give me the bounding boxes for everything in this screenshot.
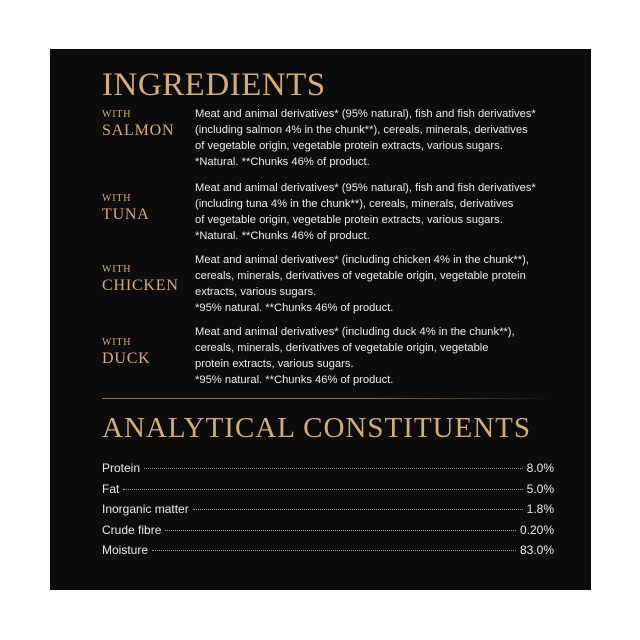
nutrition-panel: [50, 49, 591, 590]
constituent-value: 83.0%: [519, 543, 554, 557]
constituent-row-fat: [102, 482, 554, 499]
variant-with-label: WITH: [102, 109, 132, 120]
section-divider: [102, 398, 552, 399]
description-line: *Natural. **Chunks 46% of product.: [195, 230, 370, 242]
description-line: of vegetable origin, vegetable protein extracts, various sugars.: [195, 214, 503, 226]
description-line: protein extracts, various sugars.: [195, 358, 354, 370]
variant-tuna-label: [102, 193, 150, 225]
constituent-value: 0.20%: [519, 523, 554, 537]
description-line: cereals, minerals, derivatives of vegetable origin, vegetable: [195, 342, 489, 354]
description-line: *95% natural. **Chunks 46% of product.: [195, 374, 394, 386]
constituent-value: 5.0%: [526, 482, 554, 496]
constituent-row-inorganic-matter: [102, 502, 554, 519]
description-line: Meat and animal derivatives* (including duck 4% in the chunk**),: [195, 326, 515, 338]
description-line: (including salmon 4% in the chunk**), cereals, minerals, derivatives: [195, 124, 528, 136]
variant-salmon-label: [102, 109, 174, 141]
variant-chicken-label: [102, 264, 179, 296]
description-line: Meat and animal derivatives* (95% natural), fish and fish derivatives*: [195, 182, 536, 194]
constituent-row-protein: [102, 461, 554, 478]
description-line: *95% natural. **Chunks 46% of product.: [195, 302, 394, 314]
constituent-row-moisture: [102, 543, 554, 560]
dot-leader: [152, 550, 516, 551]
variant-name: SALMON: [102, 122, 175, 139]
constituent-label: Protein: [102, 461, 141, 475]
variant-with-label: WITH: [102, 193, 132, 204]
variant-tuna-description: [195, 180, 585, 244]
dot-leader: [144, 468, 523, 469]
ingredients-title: INGREDIENTS: [102, 67, 326, 103]
constituent-row-crude-fibre: [102, 523, 554, 540]
constituent-label: Inorganic matter: [102, 502, 189, 516]
description-line: cereals, minerals, derivatives of vegetable origin, vegetable protein: [195, 270, 526, 282]
description-line: (including tuna 4% in the chunk**), cereals, minerals, derivatives: [195, 198, 514, 210]
variant-name: DUCK: [102, 350, 151, 367]
constituent-label: Crude fibre: [102, 523, 162, 537]
constituent-value: 8.0%: [526, 461, 554, 475]
dot-leader: [193, 509, 523, 510]
analytical-title: ANALYTICAL CONSTITUENTS: [102, 412, 532, 444]
variant-with-label: WITH: [102, 264, 132, 275]
description-line: of vegetable origin, vegetable protein extracts, various sugars.: [195, 140, 503, 152]
constituent-label: Fat: [102, 482, 120, 496]
constituent-label: Moisture: [102, 543, 149, 557]
description-line: extracts, various sugars.: [195, 286, 317, 298]
variant-duck-description: [195, 324, 585, 388]
description-line: *Natural. **Chunks 46% of product.: [195, 156, 370, 168]
variant-chicken-description: [195, 252, 585, 316]
variant-duck-label: [102, 337, 151, 369]
constituent-value: 1.8%: [526, 502, 554, 516]
description-line: Meat and animal derivatives* (including chicken 4% in the chunk**),: [195, 254, 529, 266]
dot-leader: [123, 489, 522, 490]
variant-name: TUNA: [102, 206, 150, 223]
dot-leader: [165, 530, 516, 531]
variant-name: CHICKEN: [102, 277, 179, 294]
variant-salmon-description: [195, 106, 585, 170]
description-line: Meat and animal derivatives* (95% natural), fish and fish derivatives*: [195, 108, 536, 120]
variant-with-label: WITH: [102, 337, 132, 348]
